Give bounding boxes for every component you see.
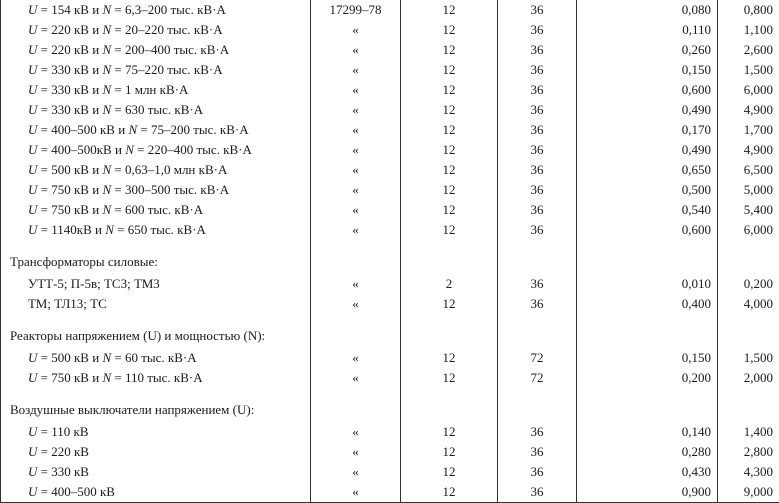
standard-ref: « [311,80,401,100]
value-col-3: 0,140 [577,422,718,442]
spacer-cell [1,240,311,250]
value-col-4: 1,700 [718,120,779,140]
equipment-name: U = 750 кВ и N = 300–500 тыс. кВ·А [1,180,311,200]
equipment-name: U = 400–500 кВ и N = 75–200 тыс. кВ·А [1,120,311,140]
u-symbol: U [28,370,37,385]
spacer-cell [1,314,311,324]
standard-ref: « [311,294,401,314]
empty-cell [577,398,718,422]
power-value: 110 тыс. кВ·А [125,370,203,385]
value-col-2: 36 [498,60,577,80]
power-value: 630 тыс. кВ·А [125,102,203,117]
empty-cell [311,324,401,348]
table-row [1,80,779,100]
value-col-2: 36 [498,462,577,482]
value-col-4: 4,900 [718,100,779,120]
table-row [1,40,779,60]
voltage-value: 1140кВ [51,222,92,237]
table-row [1,482,779,503]
spacer-cell [401,314,498,324]
spacer-cell [311,314,401,324]
voltage-value: 110 кВ [51,424,88,439]
section-header-row [1,250,779,274]
section-title: Трансформаторы силовые: [1,250,311,274]
standard-ref: « [311,100,401,120]
value-col-1: 2 [401,274,498,294]
power-value: 75–200 тыс. кВ·А [151,122,249,137]
value-col-1: 12 [401,100,498,120]
table-row [1,60,779,80]
table-row [1,140,779,160]
value-col-2: 72 [498,368,577,388]
value-col-3: 0,650 [577,160,718,180]
value-col-4: 5,400 [718,200,779,220]
value-col-1: 12 [401,120,498,140]
spacer-cell [401,240,498,250]
value-col-3: 0,150 [577,60,718,80]
value-col-4: 5,000 [718,180,779,200]
value-col-1: 12 [401,140,498,160]
table-row [1,100,779,120]
value-col-3: 0,490 [577,140,718,160]
power-value: 75–220 тыс. кВ·А [125,62,223,77]
standard-ref: « [311,422,401,442]
voltage-value: 400–500 кВ [51,484,115,499]
value-col-4: 1,500 [718,60,779,80]
value-col-2: 36 [498,120,577,140]
equipment-name: U = 750 кВ и N = 110 тыс. кВ·А [1,368,311,388]
equipment-name: U = 1140кВ и N = 650 тыс. кВ·А [1,220,311,240]
u-symbol: U [28,42,37,57]
empty-cell [498,324,577,348]
equipment-name: U = 220 кВ и N = 20–220 тыс. кВ·А [1,20,311,40]
section-title: Воздушные выключатели напряжением (U): [1,398,311,422]
value-col-3: 0,150 [577,348,718,368]
empty-cell [498,250,577,274]
value-col-1: 12 [401,160,498,180]
spacer-cell [718,388,779,398]
value-col-1: 12 [401,40,498,60]
n-symbol: N [128,122,137,137]
empty-cell [498,398,577,422]
power-value: 0,63–1,0 млн кВ·А [125,162,227,177]
u-symbol: U [28,122,37,137]
equipment-name: УТТ-5; П-5в; ТС3; ТМ3 [1,274,311,294]
table-row [1,0,779,20]
value-col-3: 0,260 [577,40,718,60]
empty-cell [577,324,718,348]
spacer-cell [577,388,718,398]
table-row [1,200,779,220]
spacer-cell [577,240,718,250]
value-col-1: 12 [401,200,498,220]
value-col-1: 12 [401,462,498,482]
value-col-2: 36 [498,160,577,180]
value-col-4: 0,800 [718,0,779,20]
n-symbol: N [102,202,111,217]
standard-ref: « [311,40,401,60]
voltage-value: 500 кВ [51,350,89,365]
voltage-value: 330 кВ [51,464,89,479]
u-symbol: U [28,182,37,197]
value-col-1: 12 [401,220,498,240]
value-col-4: 9,000 [718,482,779,503]
voltage-value: 154 кВ [51,2,89,17]
empty-cell [401,398,498,422]
table-row [1,220,779,240]
voltage-value: 330 кВ [51,62,89,77]
power-value: 200–400 тыс. кВ·А [125,42,229,57]
equipment-name: U = 330 кВ и N = 630 тыс. кВ·А [1,100,311,120]
standard-ref: « [311,462,401,482]
value-col-2: 72 [498,348,577,368]
value-col-2: 36 [498,220,577,240]
power-value: 600 тыс. кВ·А [125,202,203,217]
value-col-3: 0,080 [577,0,718,20]
value-col-4: 1,500 [718,348,779,368]
value-col-3: 0,500 [577,180,718,200]
value-col-2: 36 [498,200,577,220]
empty-cell [401,324,498,348]
spacer-cell [401,388,498,398]
equipment-name: U = 154 кВ и N = 6,3–200 тыс. кВ·А [1,0,311,20]
value-col-2: 36 [498,422,577,442]
power-value: 300–500 тыс. кВ·А [125,182,229,197]
voltage-value: 330 кВ [51,102,89,117]
equipment-name: U = 400–500 кВ [1,482,311,503]
value-col-3: 0,280 [577,442,718,462]
equipment-name: U = 330 кВ [1,462,311,482]
u-symbol: U [28,22,37,37]
value-col-4: 2,000 [718,368,779,388]
n-symbol: N [102,102,111,117]
u-symbol: U [28,350,37,365]
value-col-1: 12 [401,20,498,40]
equipment-name: U = 400–500кВ и N = 220–400 тыс. кВ·А [1,140,311,160]
value-col-3: 0,900 [577,482,718,503]
spacer-cell [718,240,779,250]
power-value: 220–400 тыс. кВ·А [148,142,252,157]
n-symbol: N [102,182,111,197]
standard-ref: « [311,442,401,462]
equipment-name: ТМ; ТЛ13; ТС [1,294,311,314]
value-col-3: 0,400 [577,294,718,314]
value-col-3: 0,490 [577,100,718,120]
value-col-4: 6,500 [718,160,779,180]
value-col-2: 36 [498,140,577,160]
value-col-4: 4,900 [718,140,779,160]
n-symbol: N [125,142,134,157]
table-row [1,442,779,462]
value-col-3: 0,540 [577,200,718,220]
value-col-1: 12 [401,60,498,80]
table-row [1,160,779,180]
equipment-name: U = 330 кВ и N = 75–220 тыс. кВ·А [1,60,311,80]
empty-cell [401,250,498,274]
spacer-row [1,240,779,250]
n-symbol: N [102,370,111,385]
value-col-4: 1,400 [718,422,779,442]
u-symbol: U [28,464,37,479]
table-row [1,120,779,140]
empty-cell [718,250,779,274]
u-symbol: U [28,484,37,499]
empty-cell [311,398,401,422]
spacer-row [1,388,779,398]
table-row [1,368,779,388]
value-col-3: 0,600 [577,220,718,240]
n-symbol: N [102,42,111,57]
spacer-cell [1,388,311,398]
equipment-name: U = 500 кВ и N = 60 тыс. кВ·А [1,348,311,368]
value-col-2: 36 [498,274,577,294]
table-row [1,20,779,40]
value-col-2: 36 [498,80,577,100]
u-symbol: U [28,444,37,459]
n-symbol: N [102,350,111,365]
voltage-value: 500 кВ [51,162,89,177]
value-col-3: 0,010 [577,274,718,294]
power-value: 20–220 тыс. кВ·А [125,22,223,37]
value-col-2: 36 [498,100,577,120]
voltage-value: 220 кВ [51,444,89,459]
voltage-value: 750 кВ [51,202,89,217]
spacer-cell [577,314,718,324]
value-col-3: 0,200 [577,368,718,388]
voltage-value: 400–500кВ [51,142,112,157]
u-symbol: U [28,2,37,17]
value-col-2: 36 [498,482,577,503]
value-col-2: 36 [498,294,577,314]
voltage-value: 220 кВ [51,22,89,37]
equipment-name: U = 500 кВ и N = 0,63–1,0 млн кВ·А [1,160,311,180]
value-col-2: 36 [498,442,577,462]
empty-cell [311,250,401,274]
power-value: 6,3–200 тыс. кВ·А [125,2,226,17]
value-col-1: 12 [401,442,498,462]
empty-cell [718,324,779,348]
section-header-row [1,398,779,422]
table-row [1,462,779,482]
standard-ref: « [311,140,401,160]
u-symbol: U [28,202,37,217]
voltage-value: 750 кВ [51,370,89,385]
spacer-cell [311,388,401,398]
value-col-2: 36 [498,0,577,20]
standard-ref: « [311,200,401,220]
value-col-4: 4,300 [718,462,779,482]
value-col-4: 1,100 [718,20,779,40]
power-value: 1 млн кВ·А [125,82,188,97]
value-col-2: 36 [498,20,577,40]
standard-ref: « [311,274,401,294]
section-header-row [1,324,779,348]
u-symbol: U [28,222,37,237]
value-col-4: 6,000 [718,220,779,240]
u-symbol: U [28,162,37,177]
standard-ref: « [311,368,401,388]
u-symbol: U [28,62,37,77]
value-col-4: 0,200 [718,274,779,294]
standard-ref: « [311,60,401,80]
value-col-3: 0,110 [577,20,718,40]
value-col-4: 2,600 [718,40,779,60]
n-symbol: N [102,62,111,77]
table-row [1,294,779,314]
voltage-value: 330 кВ [51,82,89,97]
standard-ref: « [311,20,401,40]
table-row [1,180,779,200]
n-symbol: N [102,2,111,17]
spacer-cell [498,240,577,250]
value-col-4: 4,000 [718,294,779,314]
spacer-cell [718,314,779,324]
equipment-name: U = 220 кВ [1,442,311,462]
n-symbol: N [102,22,111,37]
standard-ref: « [311,120,401,140]
value-col-1: 12 [401,294,498,314]
value-col-1: 12 [401,482,498,503]
table-body [1,0,779,503]
voltage-value: 400–500 кВ [51,122,115,137]
n-symbol: N [105,222,114,237]
table-row [1,422,779,442]
standard-ref: « [311,160,401,180]
u-symbol: U [28,82,37,97]
standard-ref: 17299–78 [311,0,401,20]
spacer-cell [498,314,577,324]
power-value: 650 тыс. кВ·А [128,222,206,237]
value-col-2: 36 [498,180,577,200]
equipment-name: U = 750 кВ и N = 600 тыс. кВ·А [1,200,311,220]
n-symbol: N [102,82,111,97]
standard-ref: « [311,180,401,200]
table-row [1,274,779,294]
section-title: Реакторы напряжением (U) и мощностью (N): [1,324,311,348]
value-col-3: 0,170 [577,120,718,140]
value-col-3: 0,600 [577,80,718,100]
spacer-cell [311,240,401,250]
table-row [1,348,779,368]
value-col-1: 12 [401,80,498,100]
voltage-value: 750 кВ [51,182,89,197]
value-col-1: 12 [401,348,498,368]
value-col-4: 6,000 [718,80,779,100]
value-col-1: 12 [401,422,498,442]
standard-ref: « [311,220,401,240]
value-col-1: 12 [401,368,498,388]
voltage-value: 220 кВ [51,42,89,57]
u-symbol: U [28,102,37,117]
equipment-name: U = 330 кВ и N = 1 млн кВ·А [1,80,311,100]
value-col-4: 2,800 [718,442,779,462]
empty-cell [577,250,718,274]
equipment-name: U = 220 кВ и N = 200–400 тыс. кВ·А [1,40,311,60]
empty-cell [718,398,779,422]
u-symbol: U [28,142,37,157]
value-col-2: 36 [498,40,577,60]
u-symbol: U [28,424,37,439]
equipment-name: U = 110 кВ [1,422,311,442]
value-col-1: 12 [401,0,498,20]
standard-ref: « [311,482,401,503]
n-symbol: N [102,162,111,177]
value-col-1: 12 [401,180,498,200]
spacer-cell [498,388,577,398]
standard-ref: « [311,348,401,368]
spacer-row [1,314,779,324]
power-value: 60 тыс. кВ·А [125,350,197,365]
value-col-3: 0,430 [577,462,718,482]
